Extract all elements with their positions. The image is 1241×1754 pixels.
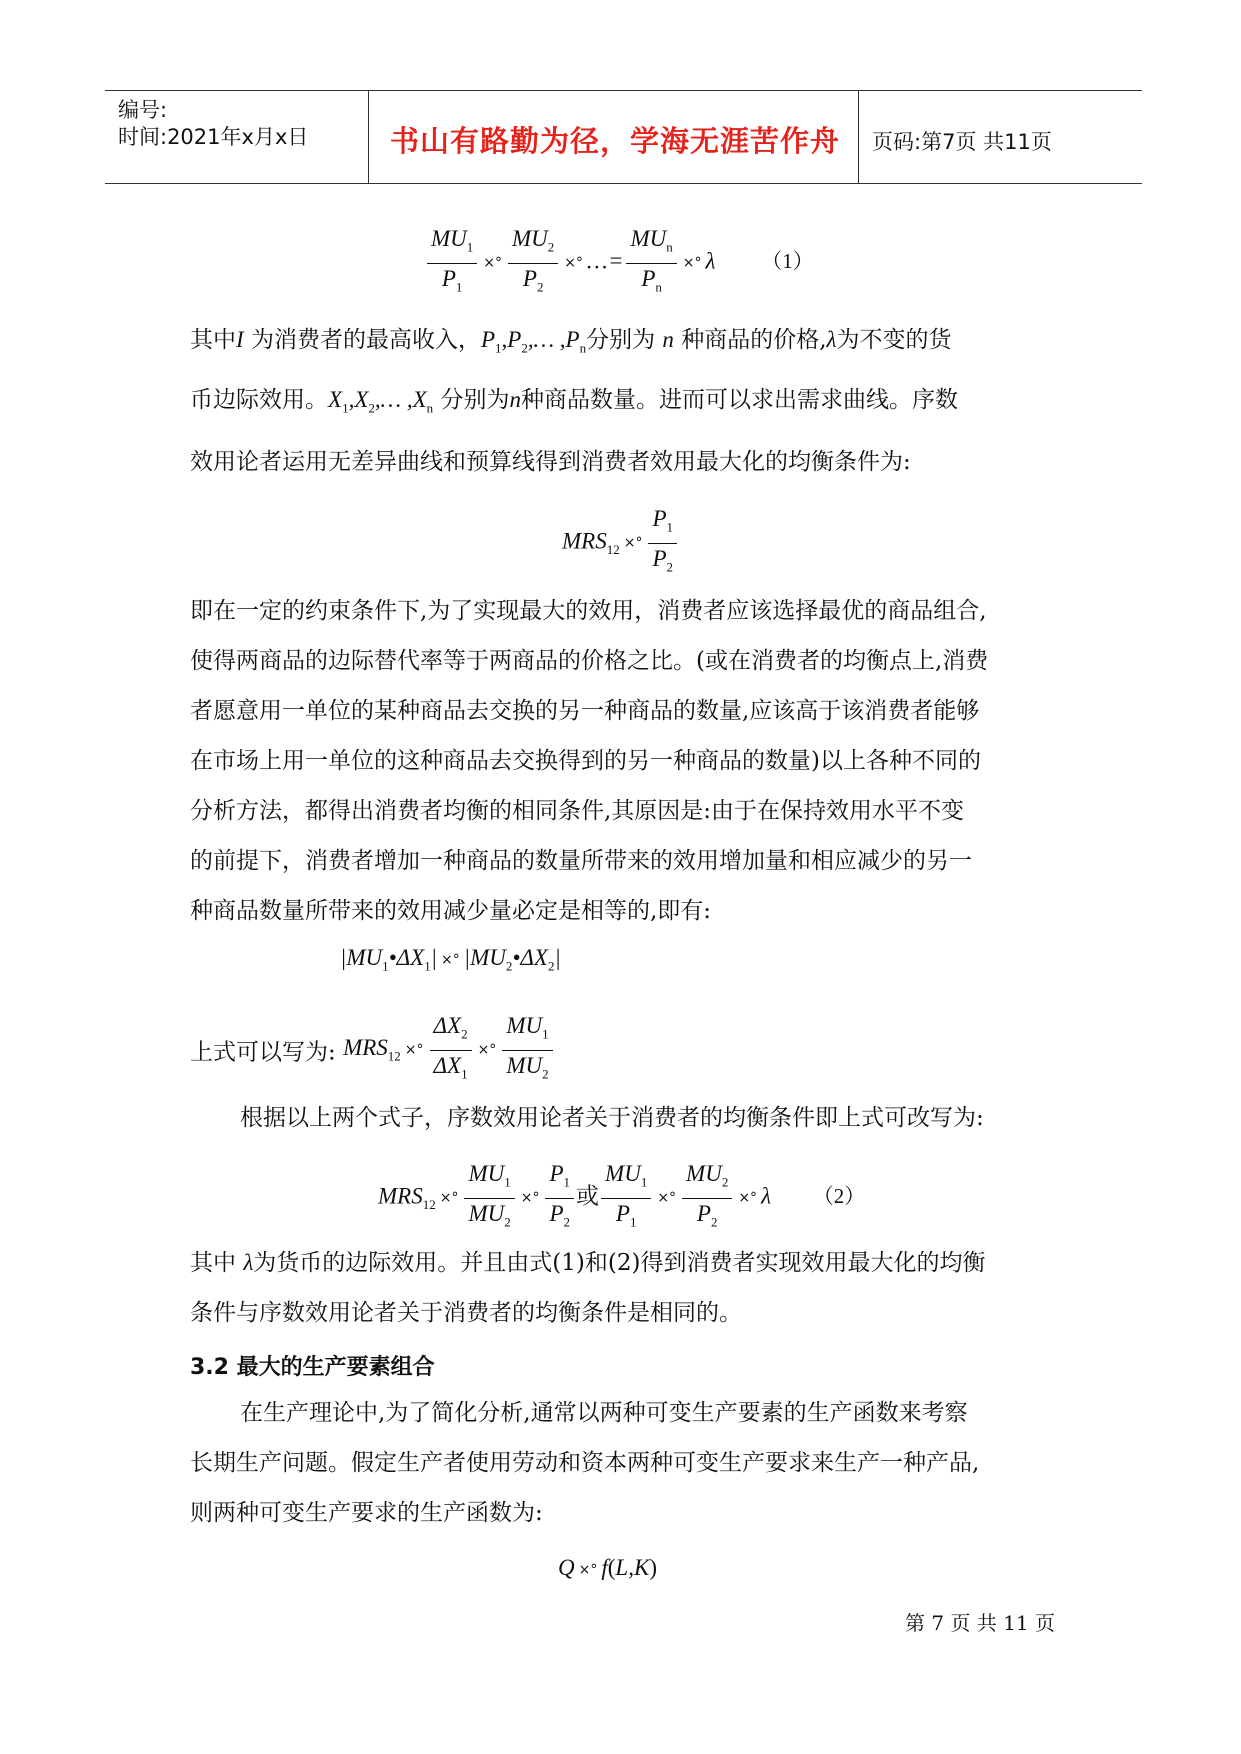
section-heading: 3.2 最大的生产要素组合 — [190, 1355, 435, 1380]
paragraph-line-4: 即在一定的约束条件下,为了实现最大的效用，消费者应该选择最优的商品组合, — [190, 598, 987, 624]
header-motto: 书山有路勤为径，学海无涯苦作舟 — [390, 124, 841, 158]
equation-rewrite: 上式可以写为: $MRS_{12}$ ×° $\frac{\Delta X_2}{\Delta X_1}$ ×° $\frac{MU_1}{MU_2}$ — [190, 1012, 555, 1088]
page-label: 页码:第7页 共11页 — [872, 130, 1052, 154]
paragraph-line-2: 币边际效用。$X_1,X_2,\dots$ $,X_n$ 分别为n种商品数量。进而可以求出需求曲线。序数 — [190, 387, 958, 416]
paragraph-line-16: 则两种可变生产要求的生产函数为: — [190, 1500, 543, 1526]
paragraph-line-3: 效用论者运用无差异曲线和预算线得到消费者效用最大化的均衡条件为: — [190, 449, 911, 475]
paragraph-line-9: 的前提下，消费者增加一种商品的数量所带来的效用增加量和相应减少的另一 — [190, 848, 972, 874]
paragraph-line-12: 其中 λ为货币的边际效用。并且由式(1)和(2)得到消费者实现效用最大化的均衡 — [190, 1250, 986, 1276]
paragraph-line-5: 使得两商品的边际替代率等于两商品的价格之比。(或在消费者的均衡点上,消费 — [190, 648, 989, 674]
paragraph-line-14: 在生产理论中,为了简化分析,通常以两种可变生产要素的生产函数来考察 — [240, 1400, 968, 1426]
paragraph-line-10: 种商品数量所带来的效用减少量必定是相等的,即有: — [190, 898, 712, 924]
equation-1-number: （1） — [761, 249, 814, 274]
paragraph-line-11: 根据以上两个式子，序数效用论者关于消费者的均衡条件即上式可改写为: — [240, 1105, 984, 1131]
equation-mrs: $MRS_{12}$ ×° $\frac{P_1}{P_2}$ — [562, 505, 679, 581]
paragraph-line-13: 条件与序数效用论者关于消费者的均衡条件是相同的。 — [190, 1300, 742, 1326]
equals-glyph: ×° — [483, 255, 503, 272]
page-footer: 第 7 页 共 11 页 — [905, 1611, 1055, 1635]
paragraph-line-8: 分析方法，都得出消费者均衡的相同条件,其原因是:由于在保持效用水平不变 — [190, 798, 965, 824]
serial-label: 编号: — [118, 98, 168, 122]
equation-2: $MRS_{12}$ ×° $\frac{MU_1}{MU_2}$ ×° $\frac{P_1}{P_2}$ 或 $\frac{MU_1}{P_1}$ ×° $\frac{MU_2}{P_2}$ ×° λ （2） — [378, 1161, 866, 1230]
header-bottom-rule — [105, 183, 1142, 184]
header-divider-left — [368, 91, 369, 183]
paragraph-line-6: 者愿意用一单位的某种商品去交换的另一种商品的数量,应该高于该消费者能够 — [190, 698, 980, 724]
equation-1: $\frac{MU_1}{P_1}$ ×° $\frac{MU_2}{P_2}$ ×° …= $\frac{MU_n}{P_n}$ ×° λ （1） — [425, 225, 814, 301]
header-divider-right — [858, 91, 859, 183]
paragraph-line-15: 长期生产问题。假定生产者使用劳动和资本两种可变生产要求来生产一种产品, — [190, 1450, 980, 1476]
equation-2-number: （2） — [812, 1184, 866, 1209]
header-top-rule — [105, 90, 1142, 91]
time-label: 时间:2021年x月x日 — [118, 125, 309, 149]
equation-abs: $|MU_1•\Delta X_1|$ ×° $|MU_2•\Delta X_2|$ — [340, 945, 561, 974]
equation-production: Q ×° f(L,K) — [558, 1555, 657, 1580]
paragraph-line-1: 其中I 为消费者的最高收入，$P_1,P_2,\dots$ $,P_n$分别为 n 种商品的价格,λ为不变的货 — [190, 327, 952, 356]
paragraph-line-7: 在市场上用一单位的这种商品去交换得到的另一种商品的数量)以上各种不同的 — [190, 748, 981, 774]
